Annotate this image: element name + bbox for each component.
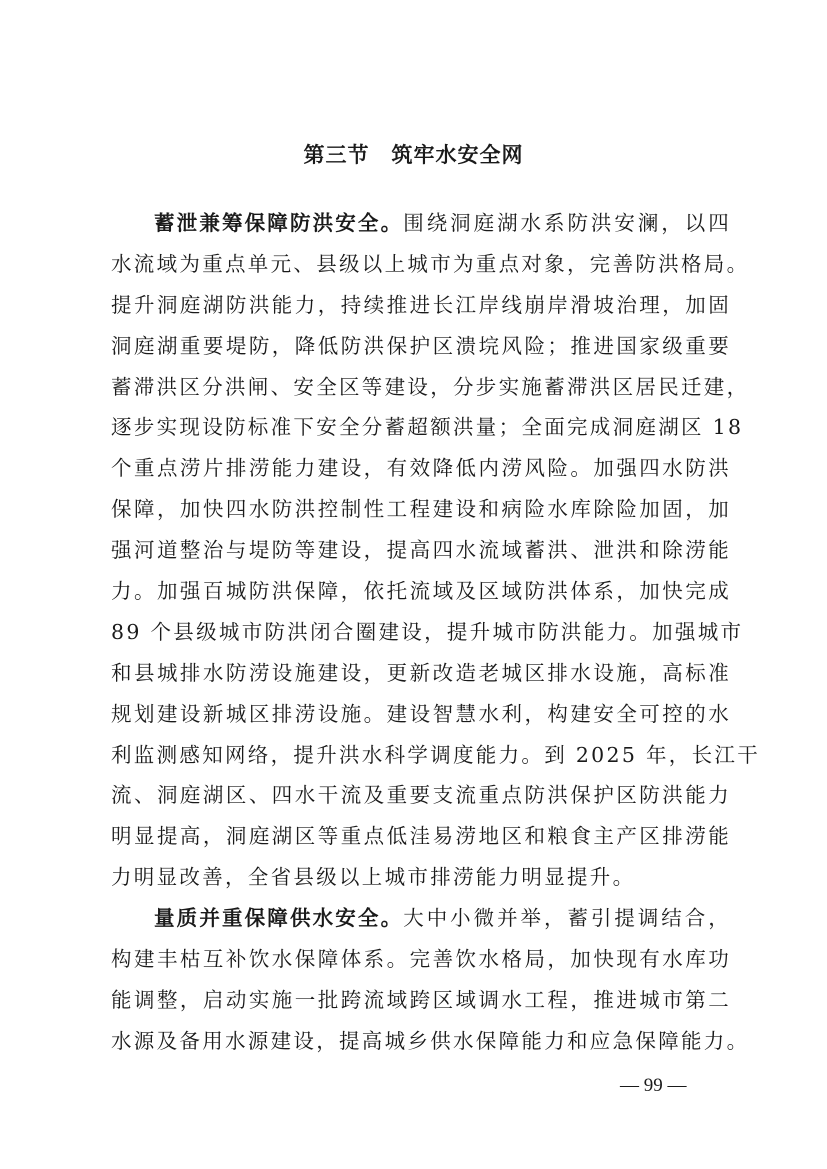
paragraph-1-line: 力明显改善，全省县级以上城市排涝能力明显提升。 (111, 865, 636, 890)
paragraph-1-line: 提升洞庭湖防洪能力，持续推进长江岸线崩岸滑坡治理，加固 (111, 292, 731, 317)
page-number: — 99 — (620, 1075, 687, 1096)
paragraph-1-line: 力。加强百城防洪保障，依托流域及区域防洪体系，加快完成 (111, 579, 731, 604)
paragraph-2-line: 能调整，启动实施一批跨流域跨区域调水工程，推进城市第二 (111, 987, 731, 1012)
paragraph-1-line: 水流域为重点单元、县级以上城市为重点对象，完善防洪格局。 (111, 251, 750, 276)
paragraph-2-text: 大中小微并举，蓄引提调结合， (403, 906, 732, 931)
paragraph-2-line-1 (111, 898, 731, 939)
paragraph-1-line: 规划建设新城区排涝设施。建设智慧水利，构建安全可控的水 (111, 701, 731, 726)
paragraph-1-line: 流、洞庭湖区、四水干流及重要支流重点防洪保护区防洪能力 (111, 783, 731, 808)
paragraph-2-line: 水源及备用水源建设，提高城乡供水保障能力和应急保障能力。 (111, 1028, 750, 1053)
section-title: 第三节 筑牢水安全网 (303, 142, 524, 167)
document-body (111, 203, 761, 1062)
paragraph-1-line: 89 个县级城市防洪闭合圈建设，提升城市防洪能力。加强城市 (111, 619, 744, 644)
paragraph-2-lead: 量质并重保障供水安全。 (154, 906, 404, 931)
paragraph-1-line: 保障，加快四水防洪控制性工程建设和病险水库除险加固，加 (111, 497, 731, 522)
paragraph-1-line: 和县城排水防涝设施建设，更新改造老城区排水设施，高标准 (111, 660, 731, 685)
paragraph-2-line: 构建丰枯互补饮水保障体系。完善饮水格局，加快现有水库功 (111, 947, 731, 972)
paragraph-1-line: 蓄滞洪区分洪闸、安全区等建设，分步实施蓄滞洪区居民迁建， (111, 374, 750, 399)
paragraph-1-lead: 蓄泄兼筹保障防洪安全。 (154, 211, 404, 235)
paragraph-1-line-1 (111, 203, 731, 244)
paragraph-1-text: 围绕洞庭湖水系防洪安澜，以四 (403, 211, 732, 235)
paragraph-1-line: 明显提高，洞庭湖区等重点低洼易涝地区和粮食主产区排涝能 (111, 824, 731, 849)
paragraph-1-line: 强河道整治与堤防等建设，提高四水流域蓄洪、泄洪和除涝能 (111, 538, 731, 563)
paragraph-1-line: 逐步实现设防标准下安全分蓄超额洪量；全面完成洞庭湖区 18 (111, 415, 744, 440)
paragraph-1-line: 洞庭湖重要堤防，降低防洪保护区溃垸风险；推进国家级重要 (111, 333, 731, 358)
paragraph-1-line: 个重点涝片排涝能力建设，有效降低内涝风险。加强四水防洪 (111, 456, 731, 481)
paragraph-1-line: 利监测感知网络，提升洪水科学调度能力。到 2025 年，长江干 (111, 742, 761, 767)
